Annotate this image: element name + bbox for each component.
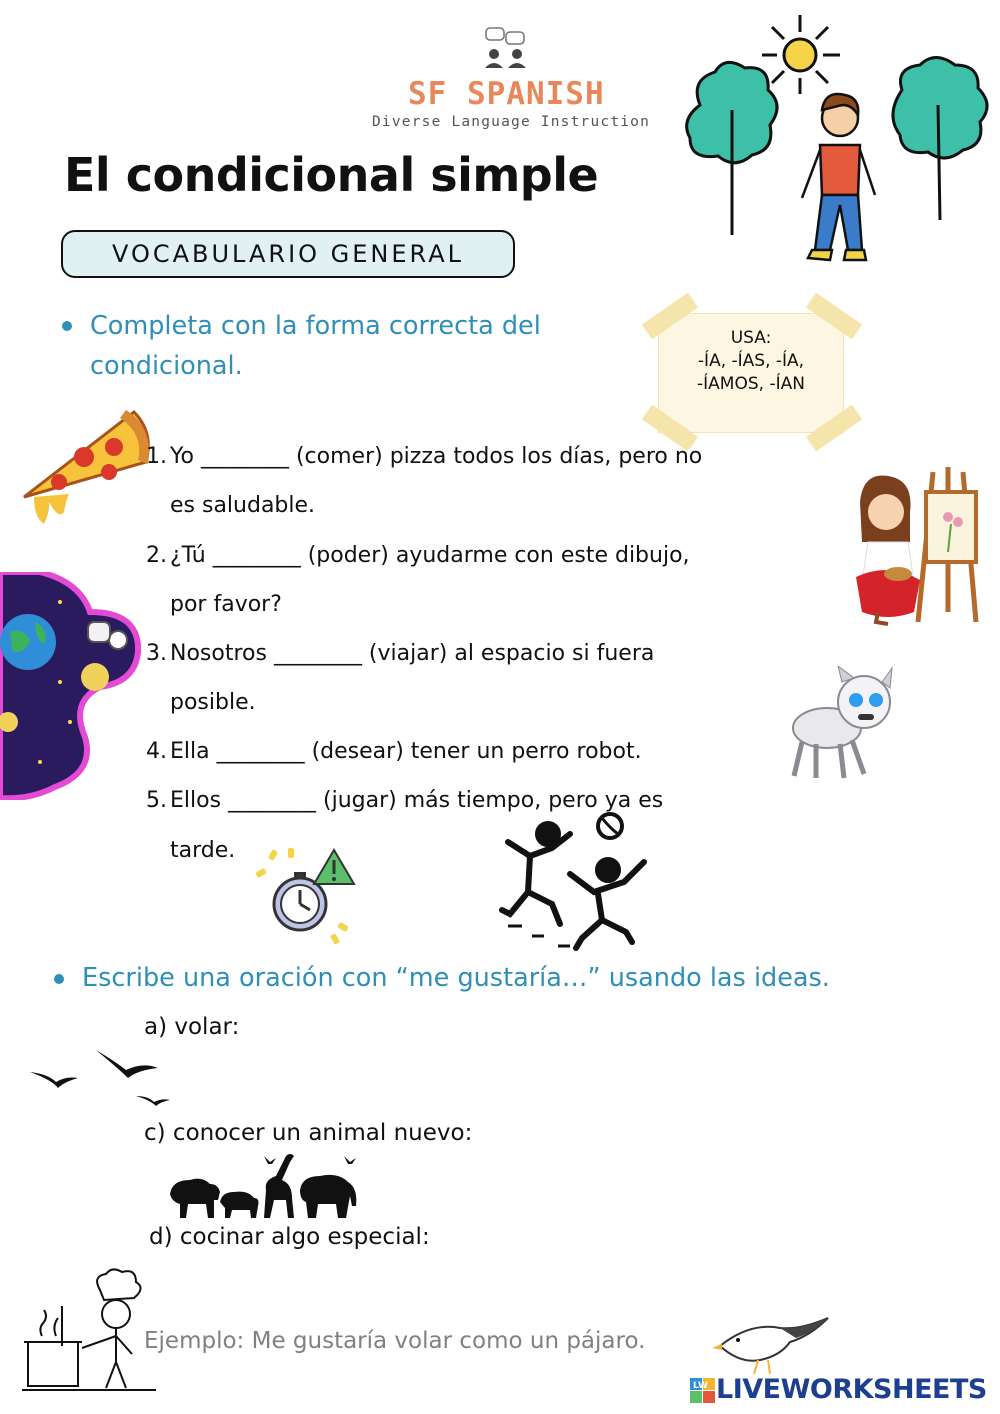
sun-icon	[762, 15, 840, 94]
exercise-4	[146, 739, 642, 764]
exercise-1-cont: es saludable.	[170, 493, 316, 518]
exercise-text: Ellos ________ (jugar) más tiempo, pero ya es	[170, 788, 664, 813]
alarm-clock-icon	[254, 846, 358, 946]
bullet-icon	[54, 974, 64, 984]
pizza-icon	[14, 402, 156, 528]
boy-icon	[802, 94, 875, 260]
prompt-a: a) volar:	[144, 1014, 240, 1040]
exercise-text: Ella ________ (desear) tener un perro robot.	[170, 739, 642, 764]
instruction-part1-line1: Completa con la forma correcta del	[90, 311, 541, 341]
exercise-2	[146, 543, 690, 568]
exercise-1	[146, 444, 702, 469]
chef-icon	[22, 1266, 156, 1392]
exercise-number: 3.	[146, 641, 167, 666]
prompt-c: c) conocer un animal nuevo:	[144, 1120, 473, 1146]
note-line3: -ÍAMOS, -ÍAN	[697, 374, 805, 394]
kids-playing-icon	[498, 812, 658, 952]
exercise-text: ¿Tú ________ (poder) ayudarme con este dibujo,	[170, 543, 690, 568]
liveworksheets-badge-icon	[690, 1376, 716, 1404]
tree-icon	[687, 62, 777, 235]
exercise-3-cont: posible.	[170, 690, 256, 715]
exercise-3	[146, 641, 654, 666]
brand-name: SF SPANISH	[408, 76, 605, 112]
painting-girl-icon	[848, 462, 988, 630]
tape-icon	[806, 405, 862, 452]
ending-note	[658, 313, 844, 433]
note-line2: -ÍA, -ÍAS, -ÍA,	[697, 351, 805, 371]
liveworksheets-logo[interactable]	[690, 1374, 987, 1405]
exercise-2-cont: por favor?	[170, 592, 282, 617]
exercise-5	[146, 788, 663, 813]
exercise-number: 5.	[146, 788, 167, 813]
robot-dog-icon	[772, 666, 900, 784]
birds-icon	[28, 1040, 170, 1108]
section-label-box	[61, 230, 515, 278]
instruction-part1-line2: condicional.	[90, 351, 243, 381]
park-illustration	[680, 10, 1000, 270]
brand-tagline: Diverse Language Instruction	[372, 114, 651, 130]
space-icon	[0, 572, 142, 800]
seagull-icon	[710, 1312, 830, 1378]
exercise-text: Nosotros ________ (viajar) al espacio si fuera	[170, 641, 655, 666]
tree-icon	[893, 58, 987, 221]
sf-spanish-logo-icon	[476, 24, 536, 76]
section-label: VOCABULARIO GENERAL	[111, 240, 465, 268]
exercise-number: 4.	[146, 739, 167, 764]
exercise-number: 1.	[146, 444, 167, 469]
note-line1: USA:	[730, 328, 772, 348]
svg-text:LW: LW	[693, 1380, 708, 1391]
exercise-number: 2.	[146, 543, 167, 568]
instruction-part2: Escribe una oración con “me gustaría…” usando las ideas.	[82, 963, 830, 993]
liveworksheets-text: LIVEWORKSHEETS	[716, 1374, 987, 1405]
example-sentence: Ejemplo: Me gustaría volar como un pájaro.	[144, 1328, 646, 1354]
page-title: El condicional simple	[64, 148, 599, 202]
bullet-icon	[62, 321, 72, 331]
exercise-text: Yo ________ (comer) pizza todos los días, pero no	[170, 444, 703, 469]
prompt-d: d) cocinar algo especial:	[149, 1224, 430, 1250]
exercise-5-cont: tarde.	[170, 838, 236, 863]
animals-icon	[168, 1150, 360, 1222]
